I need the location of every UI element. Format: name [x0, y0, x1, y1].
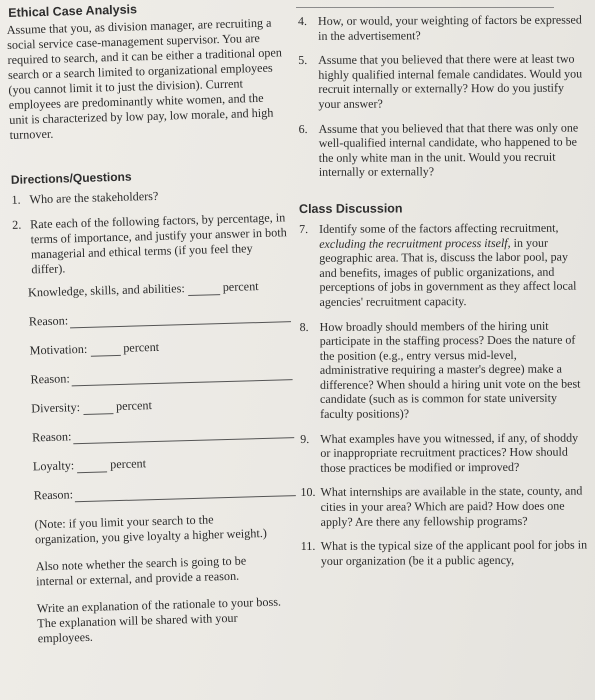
question-4	[298, 12, 586, 43]
reason-motivation	[30, 365, 292, 387]
question-10	[300, 484, 588, 529]
question-text: What examples have you witnessed, if any, of shoddy or inappropriate recruitment practices? How should those practices be modified or improved?	[320, 430, 579, 475]
factor-label: Loyalty:	[32, 458, 75, 474]
question-text	[319, 220, 587, 309]
question-number: 5.	[298, 53, 308, 68]
reason-blank[interactable]	[72, 368, 293, 386]
question-number: 1.	[11, 192, 21, 207]
factor-label: Diversity:	[31, 400, 81, 416]
left-column	[6, 0, 300, 647]
question-7	[299, 220, 587, 309]
reason-label: Reason:	[30, 371, 70, 387]
question-5	[298, 52, 586, 112]
reason-label: Reason:	[28, 313, 69, 329]
question-text-emphasis: excluding the recruitment process itself,	[319, 235, 511, 251]
question-11	[301, 538, 589, 569]
factor-label: Motivation:	[29, 341, 88, 358]
factor-unit: percent	[123, 339, 160, 355]
question-number: 6.	[298, 121, 308, 136]
case-title: Ethical Case Analysis	[8, 2, 138, 20]
top-rule	[296, 7, 554, 8]
class-discussion-title: Class Discussion	[298, 201, 403, 216]
reason-loyalty	[34, 481, 296, 503]
question-1	[11, 185, 287, 208]
question-number: 10.	[300, 485, 316, 500]
factor-unit: percent	[109, 456, 147, 472]
question-8	[300, 318, 589, 422]
question-text-lead: Identify some of the factors affecting recruitment,	[319, 220, 559, 236]
question-text: What is the typical size of the applicant pool for jobs in your organization (be it a public agency,	[320, 537, 588, 568]
reason-blank[interactable]	[70, 310, 291, 328]
percent-blank[interactable]	[90, 344, 120, 357]
question-text: How broadly should members of the hiring unit participate in the staffing process? Does the nature of the position (e.g., entry versus mid-level, administrative requiring a master's degree) make a difference? When should a hiring unit vote on the best candidate (such as is common for state university faculty positions)?	[319, 318, 581, 421]
question-text: Assume that you believed that that there was only one well-qualified internal candidate, who happened to be the only white man in the unit. Would you recruit internally or externally?	[318, 120, 579, 180]
reason-ksa	[29, 307, 291, 329]
question-number: 4.	[298, 13, 308, 28]
rationale-note: Write an explanation of the rationale to your boss. The explanation will be shared with your employees.	[36, 594, 282, 646]
question-text-rest: in your geographic area. That is, discuss the labor pool, pay and benefits, images of public organizations, and perceptions of jobs in government as they affect local agencies' recruitment capacity.	[319, 235, 577, 309]
factor-loyalty	[33, 452, 295, 474]
reason-diversity	[32, 423, 294, 445]
question-number: 11.	[300, 539, 316, 554]
factor-unit: percent	[115, 398, 153, 414]
reason-blank[interactable]	[73, 426, 294, 444]
factor-label: Knowledge, skills, and abilities:	[27, 281, 185, 300]
question-text: Rate each of the following factors, by percentage, in terms of importance, and justify your answer in both managerial and ethical terms (if you feel they differ).	[29, 210, 287, 277]
reason-label: Reason:	[31, 429, 72, 445]
factor-unit: percent	[222, 279, 259, 295]
factor-diversity	[31, 394, 293, 416]
directions-title: Directions/Questions	[10, 169, 132, 187]
percent-blank[interactable]	[188, 283, 220, 296]
right-column	[298, 12, 589, 568]
question-2	[12, 210, 290, 278]
question-number: 2.	[11, 217, 22, 232]
question-number: 9.	[300, 431, 310, 446]
factor-ksa	[28, 278, 290, 300]
question-number: 8.	[299, 319, 309, 334]
question-number: 7.	[299, 221, 309, 236]
percent-blank[interactable]	[77, 460, 107, 473]
question-text: Assume that you believed that there were at least two highly qualified internal female candidates. Would you recruit internally or externally? How do you justify your answer?	[318, 51, 583, 111]
reason-blank[interactable]	[75, 484, 296, 502]
case-text: Assume that you, as division manager, are recruiting a social service case-management supervisor. You are required to search, and it can be either a traditional open search or a search limited to organizational employees (you cannot limit it to just the division). Current employees are predominantly white women, and the unit is characterized by low pay, low morale, and high turnover.	[6, 15, 283, 142]
percent-blank[interactable]	[83, 402, 113, 415]
question-text: Who are the stakeholders?	[29, 188, 159, 207]
loyalty-note: (Note: if you limit your search to the organization, you give loyalty a higher weight.)	[34, 512, 268, 547]
question-text: What internships are available in the state, county, and cities in your area? Which are paid? How does one apply? Are there any fellowship programs?	[320, 483, 583, 529]
question-text: How, or would, your weighting of factors be expressed in the advertisement?	[317, 12, 582, 43]
factor-motivation	[29, 336, 291, 358]
question-6	[299, 120, 587, 180]
reason-label: Reason:	[33, 487, 74, 503]
question-9	[300, 430, 588, 475]
search-note: Also note whether the search is going to be internal or external, and provide a reason.	[35, 553, 247, 589]
